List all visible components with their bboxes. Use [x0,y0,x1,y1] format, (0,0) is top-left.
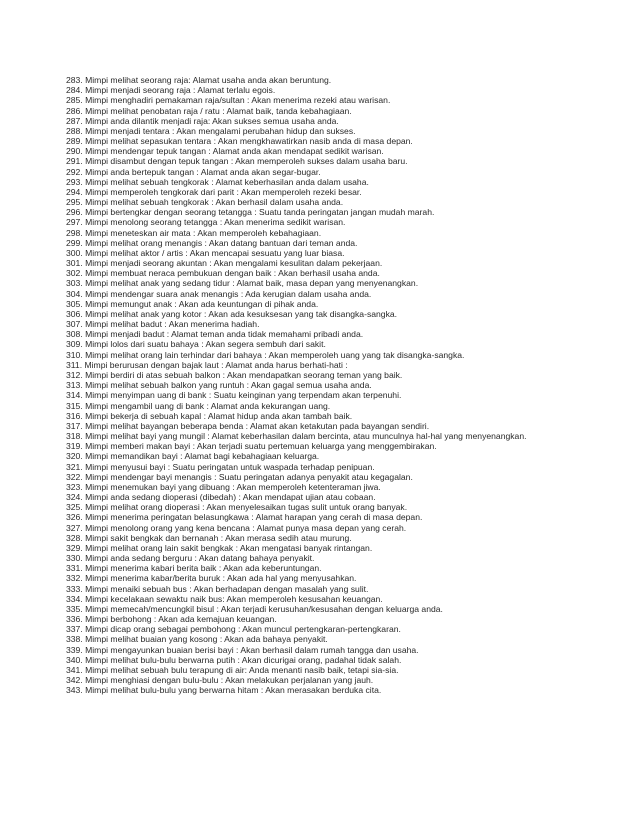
list-item: 342. Mimpi menghiasi dengan bulu-bulu : Akan melakukan perjalanan yang jauh. [66,675,374,686]
list-item: 331. Mimpi menerima kabari berita baik : Akan ada keberuntungan. [66,563,322,574]
list-item: 335. Mimpi memecah/mencungkil bisul : Akan terjadi kerusuhan/kesusahan dengan keluarga anda. [66,603,443,614]
list-item: 291. Mimpi disambut dengan tepuk tangan : Akan memperoleh sukses dalam usaha baru. [66,156,408,167]
list-item: 319. Mimpi memberi makan bayi : Akan terjadi suatu pertemuan keluarga yang menggembirakan. [66,441,437,452]
list-item: 309. Mimpi lolos dari suatu bahaya : Akan segera sembuh dari sakit. [66,339,326,350]
list-item: 318. Mimpi melihat bayi yang mungil : Alamat keberhasilan dalam bercinta, atau munculnya hal-hal yang menyenangkan. [66,431,527,442]
list-item: 315. Mimpi mengambil uang di bank : Alamat anda kekurangan uang. [66,400,331,411]
list-item: 325. Mimpi melihat orang dioperasi : Akan menyelesaikan tugas sulit untuk orang banyak. [66,502,408,513]
list-item: 290. Mimpi mendengar tepuk tangan : Alamat anda akan mendapat sedikit warisan. [66,146,384,157]
list-item: 311. Mimpi berurusan dengan bajak laut : Alamat anda harus berhati-hati : [66,359,348,370]
list-item: 300. Mimpi melihat aktor / artis : Akan mencapai sesuatu yang luar biasa. [66,247,345,258]
list-item: 305. Mimpi memungut anak : Akan ada keuntungan di pihak anda. [66,298,319,309]
dream-entry-list [66,75,586,695]
list-item: 324. Mimpi anda sedang dioperasi (dibedah) : Akan mendapat ujian atau cobaan. [66,492,376,503]
list-item: 299. Mimpi melihat orang menangis : Akan datang bantuan dari teman anda. [66,237,358,248]
list-item: 327. Mimpi menolong orang yang kena bencana : Alamat punya masa depan yang cerah. [66,522,407,533]
list-item: 316. Mimpi bekerja di sebuah kapal : Alamat hidup anda akan tambah baik. [66,410,353,421]
list-item: 306. Mimpi melihat anak yang kotor : Akan ada kesuksesan yang tak disangka-sangka. [66,308,398,319]
list-item: 336. Mimpi berbohong : Akan ada kemajuan keuangan. [66,614,277,625]
list-item: 334. Mimpi kecelakaan sewaktu naik bus: Akan memperoleh kesusahan keuangan. [66,593,383,604]
list-item: 301. Mimpi menjadi seorang akuntan : Akan mengalami kesulitan dalam pekerjaan. [66,258,383,269]
list-item: 286. Mimpi melihat penobatan raja / ratu : Alamat baik, tanda kebahagiaan. [66,105,352,116]
list-item: 343. Mimpi melihat bulu-bulu yang berwarna hitam : Akan merasakan berduka cita. [66,685,382,696]
list-item: 326. Mimpi menerima peringatan belasungkawa : Alamat harapan yang cerah di masa depan. [66,512,423,523]
list-item: 321. Mimpi menyusui bayi : Suatu peringatan untuk waspada terhadap penipuan. [66,461,375,472]
list-item: 341. Mimpi melihat sebuah bulu terapung di air: Anda menanti nasib baik, tetapi sia-sia. [66,664,399,675]
list-item: 285. Mimpi menghadiri pemakaman raja/sultan : Akan menerima rezeki atau warisan. [66,95,391,106]
list-item: 295. Mimpi melihat sebuah tengkorak : Akan berhasil dalam usaha anda. [66,197,344,208]
list-item: 317. Mimpi melihat bayangan beberapa benda : Alamat akan ketakutan pada bayangan sendiri. [66,420,430,431]
list-item: 298. Mimpi meneteskan air mata : Akan memperoleh kebahagiaan. [66,227,322,238]
list-item: 307. Mimpi melihat badut : Akan menerima hadiah. [66,319,260,330]
list-item: 330. Mimpi anda sedang berguru : Akan datang bahaya penyakit. [66,553,315,564]
list-item: 337. Mimpi dicap orang sebagai pembohong : Akan muncul pertengkaran-pertengkaran. [66,624,401,635]
list-item: 283. Mimpi melihat seorang raja: Alamat usaha anda akan beruntung. [66,75,332,85]
list-item: 288. Mimpi menjadi tentara : Akan mengalami perubahan hidup dan sukses. [66,125,356,136]
list-item: 308. Mimpi menjadi badut : Alamat teman anda tidak memahami pribadi anda. [66,329,364,340]
list-item: 313. Mimpi melihat sebuah balkon yang runtuh : Akan gagal semua usaha anda. [66,380,372,391]
list-item: 323. Mimpi menemukan bayi yang dibuang : Akan memperoleh ketenteraman jiwa. [66,481,381,492]
list-item: 322. Mimpi mendengar bayi menangis : Suatu peringatan adanya penyakit atau kegagalan. [66,471,413,482]
list-item: 296. Mimpi bertengkar dengan seorang tetangga : Suatu tanda peringatan jangan mudah marah. [66,207,435,218]
list-item: 314. Mimpi menyimpan uang di bank : Suatu keinginan yang terpendam akan terpenuhi. [66,390,402,401]
list-item: 303. Mimpi melihat anak yang sedang tidur : Alamat baik, masa depan yang menyenangkan. [66,278,419,289]
list-item: 312. Mimpi berdiri di atas sebuah balkon : Akan mendapatkan seorang teman yang baik. [66,369,403,380]
list-item: 333. Mimpi menaiki sebuah bus : Akan berhadapan dengan masalah yang sulit. [66,583,369,594]
list-item: 292. Mimpi anda bertepuk tangan : Alamat anda akan segar-bugar. [66,166,321,177]
list-item: 287. Mimpi anda dilantik menjadi raja: Akan sukses semua usaha anda. [66,115,339,126]
list-item: 302. Mimpi membuat neraca pembukuan dengan baik : Akan berhasil usaha anda. [66,268,380,279]
list-item: 339. Mimpi mengayunkan buaian berisi bayi : Akan berhasil dalam rumah tangga dan usaha. [66,644,419,655]
list-item: 310. Mimpi melihat orang lain terhindar dari bahaya : Akan memperoleh uang yang tak disangka-sangka. [66,349,465,360]
list-item: 338. Mimpi melihat buaian yang kosong : Akan ada bahaya penyakit. [66,634,328,645]
list-item: 340. Mimpi melihat bulu-bulu berwarna putih : Akan dicurigai orang, padahal tidak salah. [66,654,402,665]
list-item: 328. Mimpi sakit bengkak dan bernanah : Akan merasa sedih atau murung. [66,532,352,543]
list-item: 284. Mimpi menjadi seorang raja : Alamat terlalu egois. [66,85,276,96]
list-item: 293. Mimpi melihat sebuah tengkorak : Alamat keberhasilan anda dalam usaha. [66,176,369,187]
list-item: 297. Mimpi menolong seorang tetangga : Akan menerima sedikit warisan. [66,217,346,228]
list-item: 304. Mimpi mendengar suara anak menangis : Ada kerugian dalam usaha anda. [66,288,372,299]
list-item: 294. Mimpi memperoleh tengkorak dari parit : Akan memperoleh rezeki besar. [66,186,362,197]
list-item: 329. Mimpi melihat orang lain sakit bengkak : Akan mengatasi banyak rintangan. [66,542,373,553]
list-item: 320. Mimpi memandikan bayi : Alamat bagi kebahagiaan keluarga. [66,451,320,462]
list-item: 332. Mimpi menerima kabar/berita buruk : Akan ada hal yang menyusahkan. [66,573,357,584]
list-item: 289. Mimpi melihat sepasukan tentara : Akan mengkhawatirkan nasib anda di masa depan. [66,136,413,147]
